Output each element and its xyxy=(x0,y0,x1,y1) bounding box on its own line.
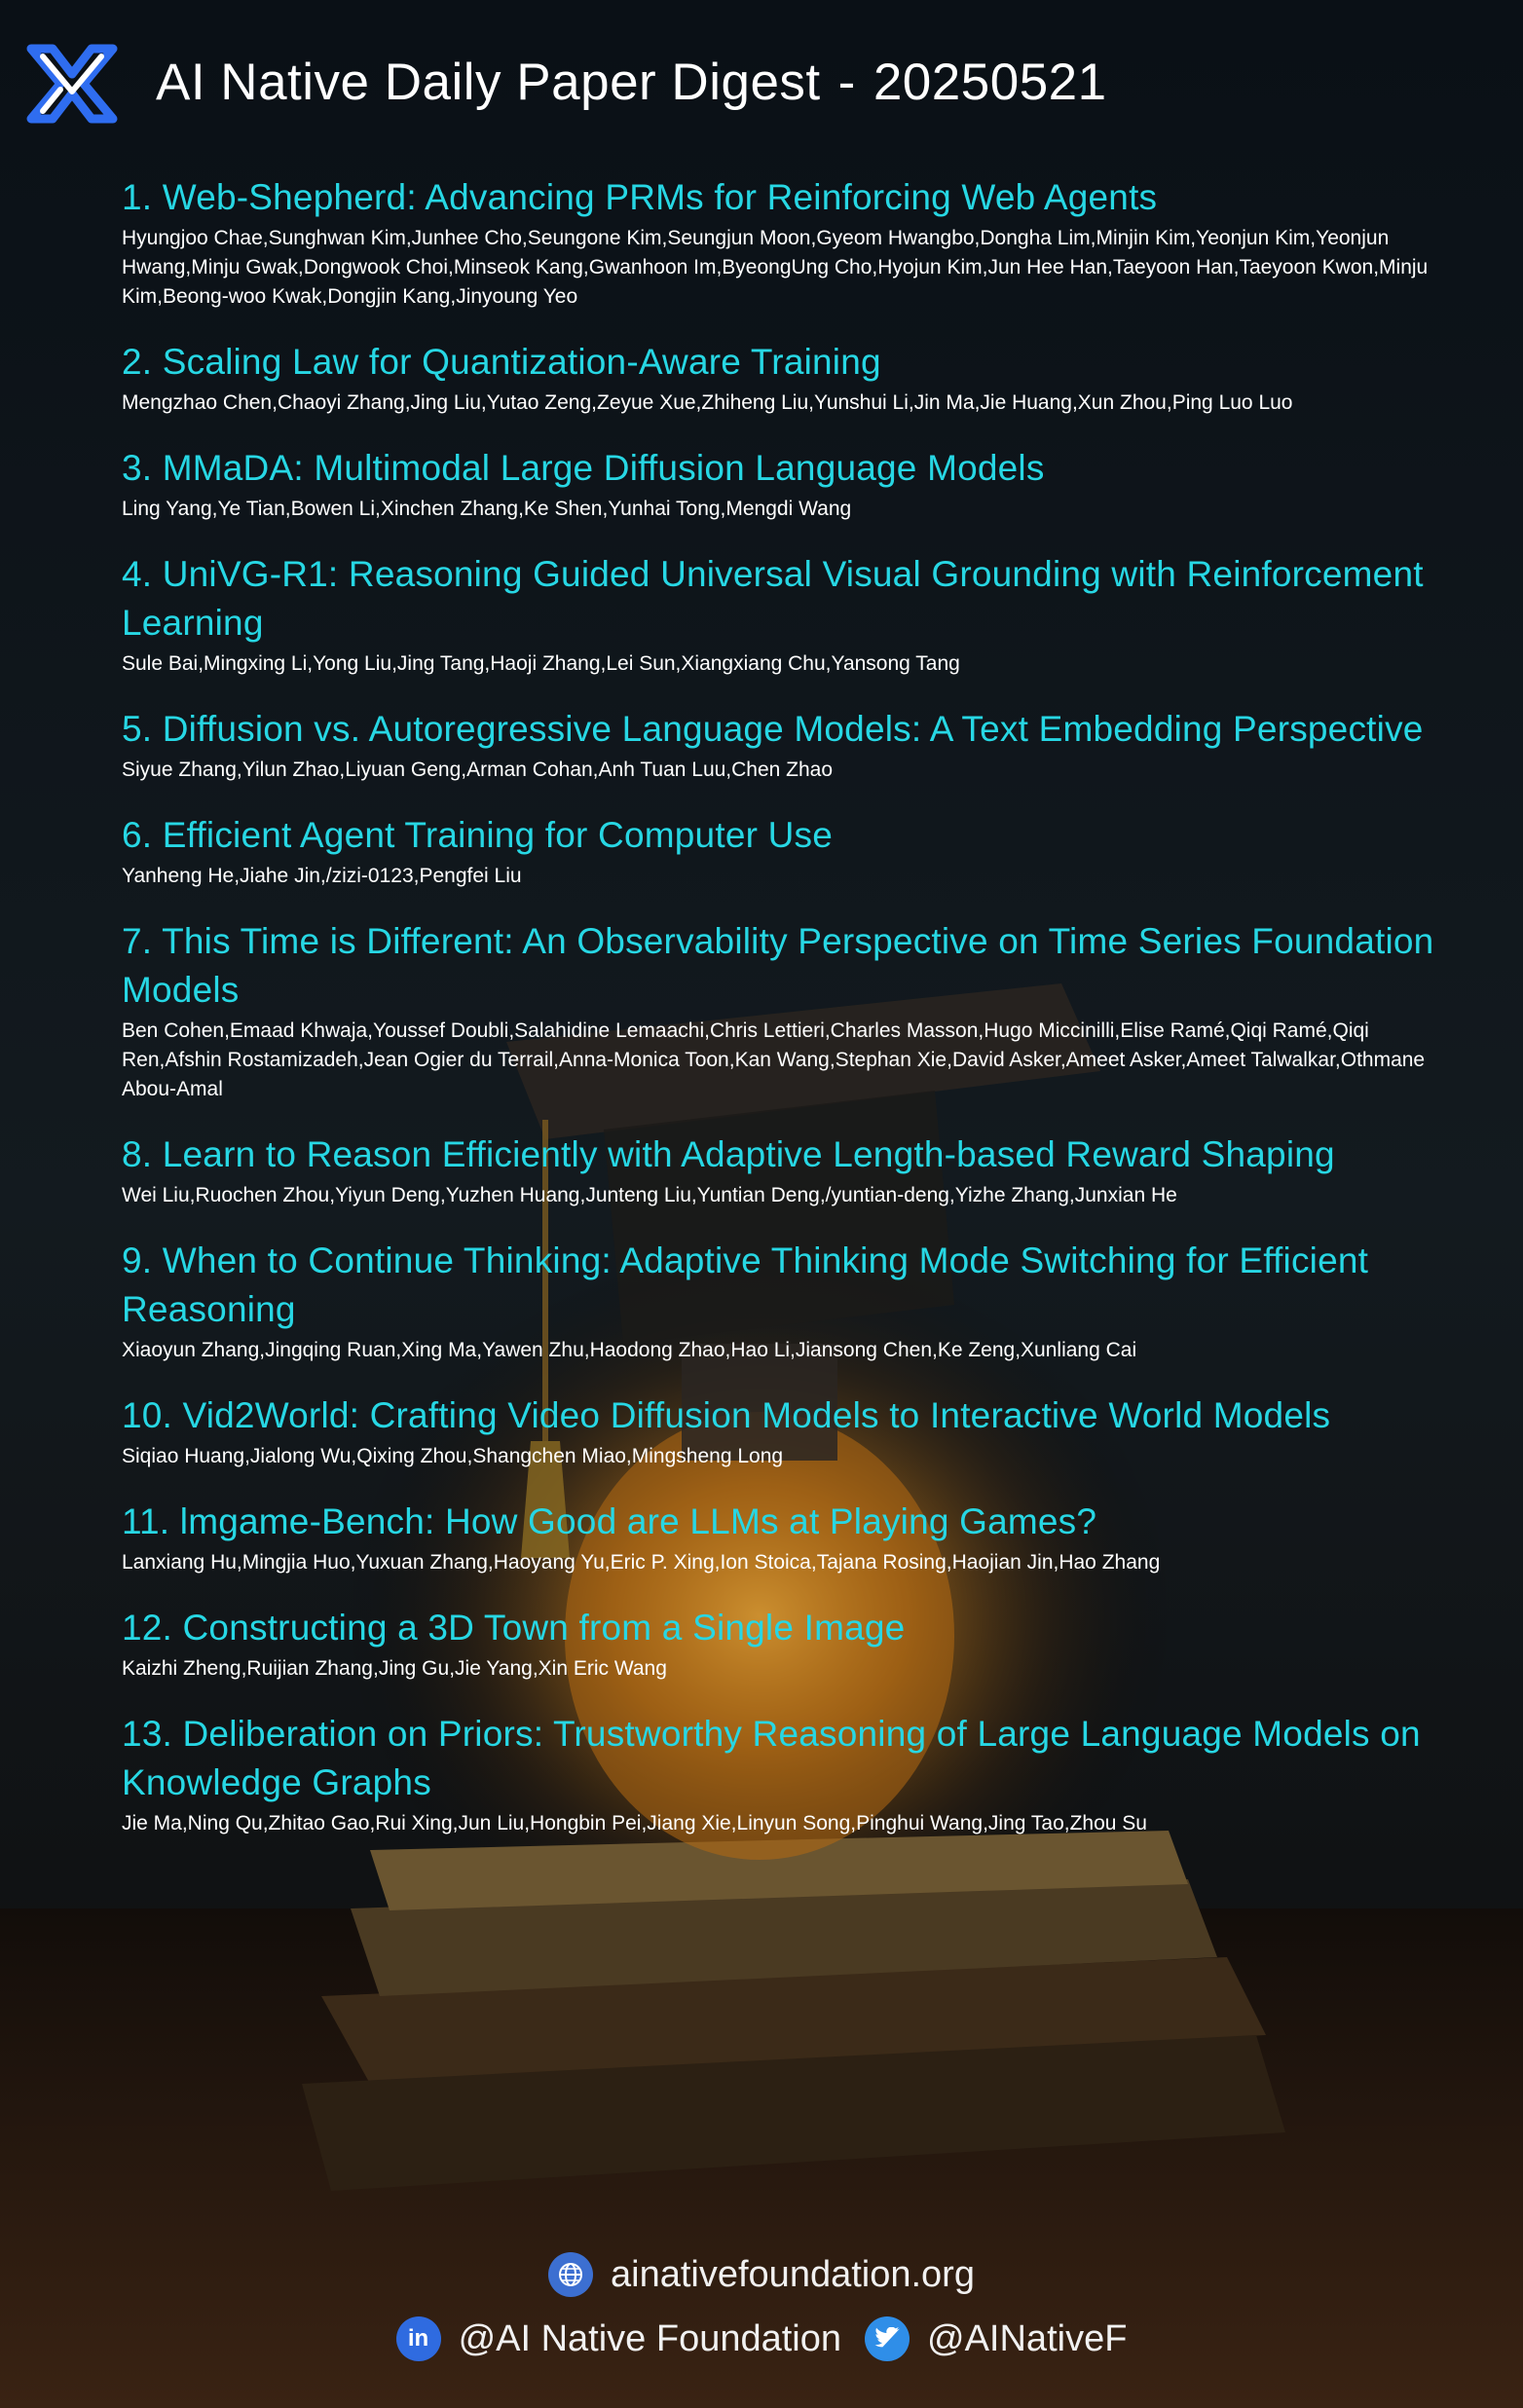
paper-item xyxy=(122,550,1446,679)
paper-list xyxy=(122,173,1446,1865)
paper-title-link[interactable]: 9. When to Continue Thinking: Adaptive Thinking Mode Switching for Efficient Reasoning xyxy=(122,1241,1369,1329)
paper-authors: Siqiao Huang,Jialong Wu,Qixing Zhou,Shangchen Miao,Mingsheng Long xyxy=(122,1445,784,1467)
paper-title-link[interactable]: 7. This Time is Different: An Observability Perspective on Time Series Foundation Models xyxy=(122,921,1434,1010)
paper-item xyxy=(122,1604,1446,1684)
footer-social-row xyxy=(0,2309,1523,2369)
paper-title-link[interactable]: 1. Web-Shepherd: Advancing PRMs for Reinforcing Web Agents xyxy=(122,177,1158,217)
title-separator: - xyxy=(837,54,856,111)
paper-authors: Mengzhao Chen,Chaoyi Zhang,Jing Liu,Yutao Zeng,Zeyue Xue,Zhiheng Liu,Yunshui Li,Jin Ma,Jie Huang,Xun Zhou,Ping Luo Luo xyxy=(122,391,1293,414)
paper-title-link[interactable]: 5. Diffusion vs. Autoregressive Language Models: A Text Embedding Perspective xyxy=(122,709,1424,749)
twitter-handle[interactable]: @AINativeF xyxy=(927,2317,1128,2359)
paper-title-link[interactable]: 6. Efficient Agent Training for Computer Use xyxy=(122,815,833,855)
paper-authors: Xiaoyun Zhang,Jingqing Ruan,Xing Ma,Yawen Zhu,Haodong Zhao,Hao Li,Jiansong Chen,Ke Zeng,Xunliang Cai xyxy=(122,1339,1137,1361)
linkedin-handle[interactable]: @AI Native Foundation xyxy=(458,2317,842,2359)
paper-authors: Jie Ma,Ning Qu,Zhitao Gao,Rui Xing,Jun Liu,Hongbin Pei,Jiang Xie,Linyun Song,Pinghui Wang,Jing Tao,Zhou Su xyxy=(122,1812,1147,1834)
paper-item xyxy=(122,1130,1446,1210)
paper-authors: Wei Liu,Ruochen Zhou,Yiyun Deng,Yuzhen Huang,Junteng Liu,Yuntian Deng,/yuntian-deng,Yizhe Zhang,Junxian He xyxy=(122,1184,1177,1206)
ai-native-logo-icon xyxy=(21,35,123,132)
paper-item xyxy=(122,1237,1446,1365)
globe-icon xyxy=(548,2252,593,2297)
paper-item xyxy=(122,444,1446,524)
paper-title-link[interactable]: 8. Learn to Reason Efficiently with Adaptive Length-based Reward Shaping xyxy=(122,1134,1335,1174)
paper-title-link[interactable]: 10. Vid2World: Crafting Video Diffusion Models to Interactive World Models xyxy=(122,1395,1331,1435)
paper-authors: Siyue Zhang,Yilun Zhao,Liyuan Geng,Arman Cohan,Anh Tuan Luu,Chen Zhao xyxy=(122,759,834,781)
paper-item xyxy=(122,1391,1446,1471)
title-text: AI Native Daily Paper Digest xyxy=(156,54,821,111)
twitter-bird-icon xyxy=(865,2316,910,2361)
paper-item xyxy=(122,705,1446,785)
digest-date: 20250521 xyxy=(873,54,1107,111)
paper-authors: Ben Cohen,Emaad Khwaja,Youssef Doubli,Salahidine Lemaachi,Chris Lettieri,Charles Masson,Hugo Miccinilli,Elise Ramé,Qiqi Ramé,Qiqi Ren,Afshin Rostamizadeh,Jean Ogier du Terrail,Anna-Monica Toon,Kan Wang,Stephan Xie,David Asker,Ameet Asker,Ameet Talwalkar,Othmane Abou-Amal xyxy=(122,1019,1426,1100)
paper-item xyxy=(122,917,1446,1104)
footer-website-row[interactable] xyxy=(0,2244,1523,2305)
paper-item xyxy=(122,1498,1446,1577)
paper-item xyxy=(122,338,1446,418)
paper-item xyxy=(122,173,1446,312)
paper-authors: Hyungjoo Chae,Sunghwan Kim,Junhee Cho,Seungone Kim,Seungjun Moon,Gyeom Hwangbo,Dongha Lim,Minjin Kim,Yeonjun Kim,Yeonjun Hwang,Minju Gwak,Dongwook Choi,Minseok Kang,Gwanhoon Im,ByeongUng Cho,Hyojun Kim,Jun Hee Han,Taeyoon Han,Taeyoon Kwon,Minju Kim,Beong-woo Kwak,Dongjin Kang,Jinyoung Yeo xyxy=(122,227,1429,308)
paper-title-link[interactable]: 13. Deliberation on Priors: Trustworthy Reasoning of Large Language Models on Knowledge Graphs xyxy=(122,1714,1421,1802)
website-link[interactable]: ainativefoundation.org xyxy=(611,2253,975,2295)
paper-authors: Yanheng He,Jiahe Jin,/zizi-0123,Pengfei Liu xyxy=(122,865,522,887)
paper-title-link[interactable]: 12. Constructing a 3D Town from a Single Image xyxy=(122,1608,906,1648)
paper-title-link[interactable]: 2. Scaling Law for Quantization-Aware Training xyxy=(122,342,881,382)
paper-item xyxy=(122,811,1446,891)
header xyxy=(0,0,1523,175)
paper-title-link[interactable]: 4. UniVG-R1: Reasoning Guided Universal Visual Grounding with Reinforcement Learning xyxy=(122,554,1424,643)
paper-authors: Kaizhi Zheng,Ruijian Zhang,Jing Gu,Jie Yang,Xin Eric Wang xyxy=(122,1657,667,1680)
paper-authors: Sule Bai,Mingxing Li,Yong Liu,Jing Tang,Haoji Zhang,Lei Sun,Xiangxiang Chu,Yansong Tang xyxy=(122,652,960,675)
paper-authors: Lanxiang Hu,Mingjia Huo,Yuxuan Zhang,Haoyang Yu,Eric P. Xing,Ion Stoica,Tajana Rosing,Haojian Jin,Hao Zhang xyxy=(122,1551,1161,1574)
paper-title-link[interactable]: 11. lmgame-Bench: How Good are LLMs at Playing Games? xyxy=(122,1501,1097,1541)
page-title xyxy=(156,53,1107,112)
paper-authors: Ling Yang,Ye Tian,Bowen Li,Xinchen Zhang,Ke Shen,Yunhai Tong,Mengdi Wang xyxy=(122,498,852,520)
linkedin-icon: in xyxy=(396,2316,441,2361)
paper-title-link[interactable]: 3. MMaDA: Multimodal Large Diffusion Language Models xyxy=(122,448,1045,488)
footer xyxy=(0,2244,1523,2369)
paper-item xyxy=(122,1710,1446,1838)
